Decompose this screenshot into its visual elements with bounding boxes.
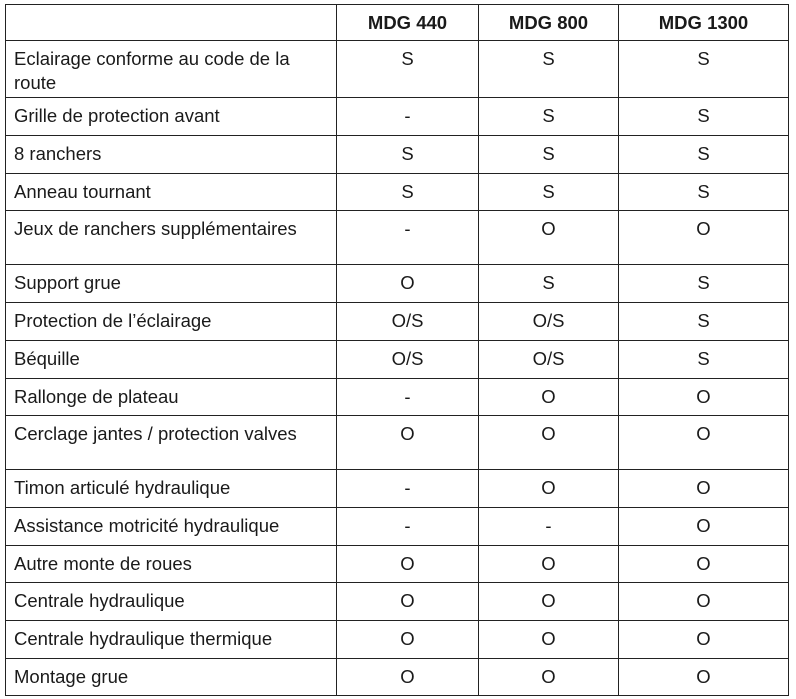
- value-cell-mdg-1300: S: [619, 341, 789, 379]
- value-cell-mdg-1300: O: [619, 621, 789, 659]
- feature-cell: Support grue: [6, 265, 337, 303]
- feature-cell: Assistance motricité hydraulique: [6, 508, 337, 546]
- value-cell-mdg-440: -: [337, 379, 479, 416]
- table-row: [6, 470, 789, 508]
- options-table-container: [5, 4, 789, 696]
- value-cell-mdg-1300: O: [619, 211, 789, 265]
- table-row: [6, 583, 789, 621]
- feature-cell: Centrale hydraulique thermique: [6, 621, 337, 659]
- value-cell-mdg-1300: S: [619, 41, 789, 98]
- feature-cell: Timon articulé hydraulique: [6, 470, 337, 508]
- value-cell-mdg-440: -: [337, 98, 479, 136]
- header-mdg-440: MDG 440: [337, 5, 479, 41]
- value-cell-mdg-800: O: [479, 621, 619, 659]
- feature-cell: 8 ranchers: [6, 136, 337, 174]
- value-cell-mdg-800: S: [479, 265, 619, 303]
- value-cell-mdg-1300: S: [619, 265, 789, 303]
- value-cell-mdg-800: S: [479, 136, 619, 174]
- value-cell-mdg-800: O/S: [479, 341, 619, 379]
- value-cell-mdg-440: O/S: [337, 303, 479, 341]
- value-cell-mdg-440: -: [337, 470, 479, 508]
- feature-cell: Jeux de ranchers supplémentaires: [6, 211, 337, 265]
- value-cell-mdg-800: S: [479, 174, 619, 211]
- value-cell-mdg-440: O: [337, 621, 479, 659]
- table-row: [6, 303, 789, 341]
- value-cell-mdg-440: O: [337, 583, 479, 621]
- header-empty-cell: [6, 5, 337, 41]
- value-cell-mdg-1300: O: [619, 416, 789, 470]
- value-cell-mdg-800: O: [479, 379, 619, 416]
- table-row: [6, 416, 789, 470]
- feature-cell: Protection de l’éclairage: [6, 303, 337, 341]
- value-cell-mdg-440: -: [337, 211, 479, 265]
- feature-cell: Eclairage conforme au code de la route: [6, 41, 337, 98]
- value-cell-mdg-1300: O: [619, 508, 789, 546]
- feature-cell: Autre monte de roues: [6, 546, 337, 583]
- value-cell-mdg-440: O: [337, 546, 479, 583]
- header-mdg-800: MDG 800: [479, 5, 619, 41]
- value-cell-mdg-1300: S: [619, 303, 789, 341]
- feature-cell: Centrale hydraulique: [6, 583, 337, 621]
- table-row: [6, 265, 789, 303]
- table-row: [6, 41, 789, 98]
- table-row: [6, 379, 789, 416]
- feature-cell: Cerclage jantes / protection valves: [6, 416, 337, 470]
- value-cell-mdg-440: O: [337, 265, 479, 303]
- feature-cell: Grille de protection avant: [6, 98, 337, 136]
- value-cell-mdg-800: O: [479, 546, 619, 583]
- value-cell-mdg-1300: S: [619, 98, 789, 136]
- table-row: [6, 546, 789, 583]
- value-cell-mdg-800: S: [479, 98, 619, 136]
- table-row: [6, 174, 789, 211]
- table-header-row: [6, 5, 789, 41]
- options-table: [5, 4, 789, 696]
- feature-cell: Rallonge de plateau: [6, 379, 337, 416]
- value-cell-mdg-440: S: [337, 41, 479, 98]
- value-cell-mdg-1300: O: [619, 659, 789, 696]
- value-cell-mdg-800: O: [479, 416, 619, 470]
- value-cell-mdg-440: -: [337, 508, 479, 546]
- value-cell-mdg-1300: S: [619, 136, 789, 174]
- value-cell-mdg-1300: O: [619, 379, 789, 416]
- header-mdg-1300: MDG 1300: [619, 5, 789, 41]
- table-row: [6, 211, 789, 265]
- table-row: [6, 98, 789, 136]
- value-cell-mdg-1300: S: [619, 174, 789, 211]
- table-row: [6, 621, 789, 659]
- value-cell-mdg-1300: O: [619, 546, 789, 583]
- value-cell-mdg-1300: O: [619, 583, 789, 621]
- table-row: [6, 508, 789, 546]
- value-cell-mdg-440: O/S: [337, 341, 479, 379]
- value-cell-mdg-800: O: [479, 659, 619, 696]
- feature-cell: Anneau tournant: [6, 174, 337, 211]
- value-cell-mdg-800: S: [479, 41, 619, 98]
- value-cell-mdg-800: O: [479, 583, 619, 621]
- value-cell-mdg-800: O: [479, 470, 619, 508]
- value-cell-mdg-800: O/S: [479, 303, 619, 341]
- feature-cell: Béquille: [6, 341, 337, 379]
- table-row: [6, 136, 789, 174]
- value-cell-mdg-1300: O: [619, 470, 789, 508]
- value-cell-mdg-440: S: [337, 136, 479, 174]
- value-cell-mdg-440: O: [337, 659, 479, 696]
- value-cell-mdg-800: -: [479, 508, 619, 546]
- value-cell-mdg-440: O: [337, 416, 479, 470]
- feature-cell: Montage grue: [6, 659, 337, 696]
- value-cell-mdg-440: S: [337, 174, 479, 211]
- table-row: [6, 659, 789, 696]
- value-cell-mdg-800: O: [479, 211, 619, 265]
- table-row: [6, 341, 789, 379]
